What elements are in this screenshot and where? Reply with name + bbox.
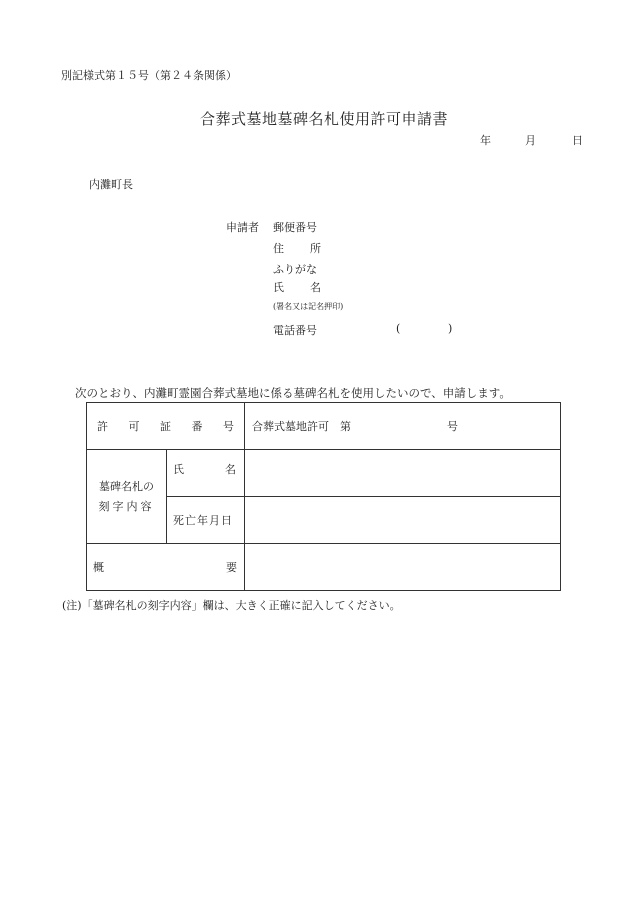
intro-text: 次のとおり、内灘町霊園合葬式墓地に係る墓碑名札を使用したいので、申請します。 bbox=[75, 386, 511, 400]
engraving-label-cell bbox=[87, 450, 167, 544]
permit-value-prefix: 合葬式墓地許可 第 bbox=[252, 420, 351, 433]
deceased-name-label-cell bbox=[167, 450, 245, 497]
postal-code-label: 郵便番号 bbox=[273, 221, 317, 234]
death-date-field[interactable] bbox=[245, 497, 561, 544]
engraving-label-line1: 墓碑名札の bbox=[99, 479, 154, 493]
death-date-label-cell bbox=[167, 497, 245, 544]
permit-number-row bbox=[87, 403, 561, 450]
footnote: (注)「墓碑名札の刻字内容」欄は、大きく正確に記入してください。 bbox=[62, 599, 401, 612]
engraving-name-row bbox=[87, 450, 561, 497]
name-label-char1: 氏 bbox=[273, 281, 284, 294]
summary-label-char2: 要 bbox=[226, 561, 237, 574]
permit-label-char: 可 bbox=[128, 420, 140, 433]
permit-label-char: 許 bbox=[97, 420, 108, 433]
phone-label: 電話番号 bbox=[273, 324, 317, 337]
permit-label-char: 号 bbox=[223, 420, 234, 433]
summary-label-char1: 概 bbox=[93, 561, 104, 574]
address-label-char2: 所 bbox=[310, 242, 321, 255]
permit-number-field[interactable] bbox=[245, 403, 561, 450]
permit-label-char: 番 bbox=[191, 420, 203, 433]
engraving-label-line2: 刻字内容 bbox=[98, 499, 155, 513]
summary-row bbox=[87, 544, 561, 591]
summary-field[interactable] bbox=[245, 544, 561, 591]
form-number: 別記様式第１５号（第２４条関係） bbox=[61, 69, 237, 82]
address-label-char1: 住 bbox=[273, 242, 284, 255]
permit-value-suffix: 号 bbox=[447, 420, 458, 433]
application-table bbox=[86, 402, 561, 591]
deceased-name-field[interactable] bbox=[245, 450, 561, 497]
applicant-label: 申請者 bbox=[226, 221, 259, 234]
date-month-label: 月 bbox=[525, 134, 536, 147]
addressee: 内灘町長 bbox=[89, 178, 133, 191]
document-title: 合葬式墓地墓碑名札使用許可申請書 bbox=[200, 110, 449, 128]
summary-label-cell bbox=[87, 544, 245, 591]
name-label-char2: 名 bbox=[310, 281, 321, 294]
furigana-label: ふりがな bbox=[273, 263, 317, 276]
phone-paren-close: ) bbox=[448, 322, 453, 335]
seal-note: (署名又は記名押印) bbox=[273, 302, 344, 311]
deceased-name-label-char1: 氏 bbox=[173, 463, 184, 476]
permit-number-label-cell bbox=[87, 403, 245, 450]
phone-paren-open: ( bbox=[396, 322, 401, 335]
date-day-label: 日 bbox=[572, 134, 583, 147]
date-year-label: 年 bbox=[480, 134, 491, 147]
death-date-label: 死亡年月日 bbox=[173, 514, 233, 527]
permit-label-char: 証 bbox=[160, 420, 171, 433]
deceased-name-label-char2: 名 bbox=[225, 463, 236, 476]
